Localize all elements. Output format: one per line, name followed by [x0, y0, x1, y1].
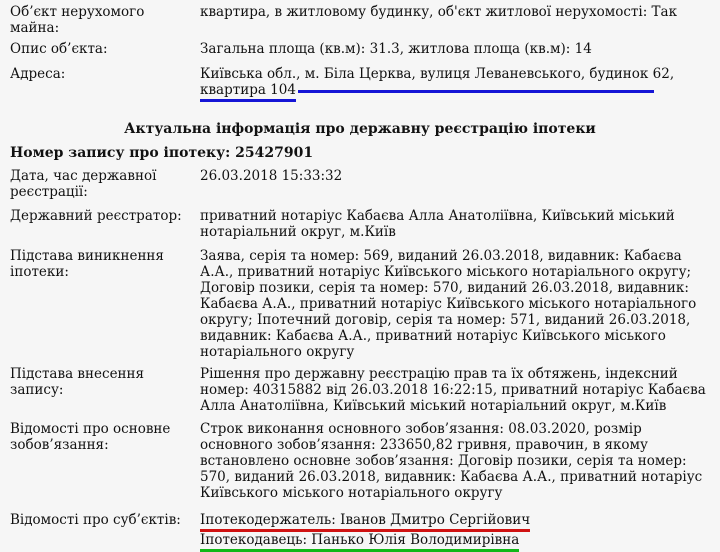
- address-line-2: квартира 104: [200, 82, 296, 102]
- object-type-label: Об’єкт нерухомого майна:: [10, 4, 145, 36]
- basis-origin-label: Підстава виникнення іпотеки:: [10, 248, 164, 280]
- object-description-value: Загальна площа (кв.м): 31.3, житлова площа (кв.м): 14: [200, 41, 592, 57]
- subjects-value: [200, 512, 705, 548]
- object-type-value: квартира, в житловому будинку, об'єкт житлової нерухомості: Так: [200, 4, 678, 20]
- registrar-value: приватний нотаріус Кабаєва Алла Анатоліївна, Київський міський нотаріальний округ, м.Київ: [200, 208, 675, 240]
- subjects-label: Відомості про суб’єктів:: [10, 512, 181, 528]
- registration-date-label: Дата, час державної реєстрації:: [10, 168, 157, 200]
- registrar-label: Державний реєстратор:: [10, 208, 182, 224]
- mortgagor: Іпотекодавець: Панько Юлія Володимирівна: [200, 532, 519, 552]
- address-label: Адреса:: [10, 66, 66, 82]
- mortgagee: Іпотекодержатель: Іванов Дмитро Сергійович: [200, 512, 530, 532]
- object-description-label: Опис об’єкта:: [10, 41, 108, 57]
- basis-entry-value: Рішення про державну реєстрацію прав та їх обтяжень, індексний номер: 40315882 від 26.03.2018 16:22:15, приватний нотаріус Кабаєва Алла Анатоліївна, Київський міський нотаріальний округ, м.Київ: [200, 366, 706, 414]
- mortgage-record-number: Номер запису про іпотеку: 25427901: [10, 145, 314, 161]
- basis-entry-label: Підстава внесення запису:: [10, 366, 145, 398]
- address-underline-tail: [298, 90, 654, 93]
- basis-origin-value: Заява, серія та номер: 569, виданий 26.03.2018, видавник: Кабаєва А.А., приватний нотаріус Київського міського нотаріального округу; Договір позики, серія та номер: 570, виданий 26.03.2018, видавник: Кабаєва А.А., приватний нотаріус Київського міського нотаріального округу; Іпотечний договір, серія та номер: 571, виданий 26.03.2018, видавник: Кабаєва А.А., приватний нотаріус Київського міського нотаріального округу: [200, 248, 697, 360]
- address-value: [200, 66, 705, 98]
- registration-date-value: 26.03.2018 15:33:32: [200, 168, 343, 184]
- mortgage-section-title: Актуальна інформація про державну реєстрацію іпотеки: [124, 121, 596, 137]
- main-obligation-value: Строк виконання основного зобов’язання: 08.03.2020, розмір основного зобов’язання: 233650,82 гривня, правочин, в якому встановлено основне зобов’язання: Договір позики, серія та номер: 570, виданий 26.03.2018, видавник: Кабаєва А.А., приватний нотаріус Київського міського нотаріального округу: [200, 421, 703, 501]
- address-line-1: Київська обл., м. Біла Церква, вулиця Леваневського, будинок 62,: [200, 66, 675, 82]
- main-obligation-label: Відомості про основне зобов’язання:: [10, 421, 171, 453]
